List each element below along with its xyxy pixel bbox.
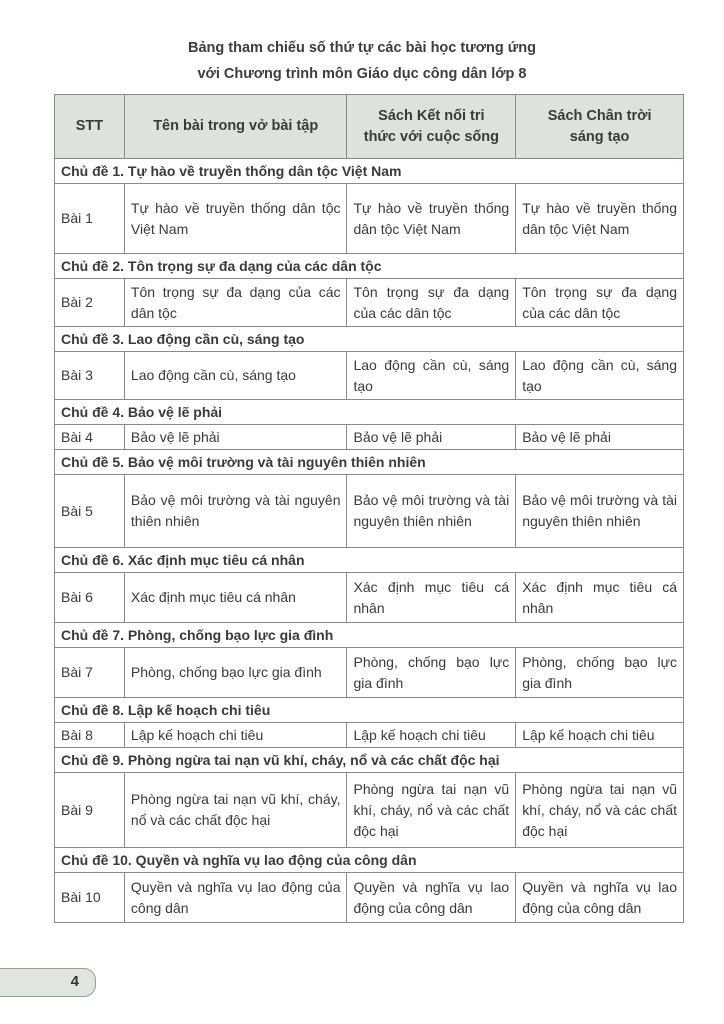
lesson-ctst: Xác định mục tiêu cá nhân [516,573,684,623]
lesson-kntt: Phòng, chống bạo lực gia đình [347,648,516,698]
lesson-ctst: Lao động cần cù, sáng tạo [516,352,684,400]
topic-title: Chủ đề 3. Lao động cần cù, sáng tạo [55,327,684,352]
lesson-row [55,773,684,848]
lesson-row [55,573,684,623]
lesson-number: Bài 5 [55,475,125,548]
lesson-kntt: Lao động cần cù, sáng tạo [347,352,516,400]
lesson-kntt: Phòng ngừa tai nạn vũ khí, cháy, nổ và các chất độc hại [347,773,516,848]
lesson-ctst: Phòng ngừa tai nạn vũ khí, cháy, nổ và các chất độc hại [516,773,684,848]
lesson-number: Bài 3 [55,352,125,400]
lesson-ctst: Phòng, chống bạo lực gia đình [516,648,684,698]
lesson-kntt: Bảo vệ môi trường và tài nguyên thiên nhiên [347,475,516,548]
lesson-number: Bài 7 [55,648,125,698]
lesson-row [55,723,684,748]
topic-row [55,327,684,352]
table-header-row [55,95,684,159]
lesson-row [55,648,684,698]
table-title-line-1: Bảng tham chiếu số thứ tự các bài học tương ứng [188,40,536,56]
lesson-name: Tôn trọng sự đa dạng của các dân tộc [124,279,347,327]
lesson-name: Bảo vệ môi trường và tài nguyên thiên nhiên [124,475,347,548]
topic-row [55,400,684,425]
lesson-ctst: Tự hào về truyền thống dân tộc Việt Nam [516,184,684,254]
lesson-name: Xác định mục tiêu cá nhân [124,573,347,623]
topic-title: Chủ đề 9. Phòng ngừa tai nạn vũ khí, cháy, nổ và các chất độc hại [55,748,684,773]
lesson-kntt: Bảo vệ lẽ phải [347,425,516,450]
lesson-name: Quyền và nghĩa vụ lao động của công dân [124,873,347,923]
lesson-kntt: Xác định mục tiêu cá nhân [347,573,516,623]
topic-title: Chủ đề 8. Lập kế hoạch chi tiêu [55,698,684,723]
lesson-row [55,475,684,548]
lesson-ctst: Tôn trọng sự đa dạng của các dân tộc [516,279,684,327]
header-lesson-name: Tên bài trong vở bài tập [124,95,347,159]
lesson-kntt: Tôn trọng sự đa dạng của các dân tộc [347,279,516,327]
lesson-number: Bài 1 [55,184,125,254]
table-title-line-2: với Chương trình môn Giáo dục công dân lớp 8 [197,66,527,82]
reference-table [54,94,684,923]
lesson-number: Bài 10 [55,873,125,923]
lesson-number: Bài 6 [55,573,125,623]
lesson-kntt: Quyền và nghĩa vụ lao động của công dân [347,873,516,923]
page-number-tab [0,968,96,997]
lesson-name: Tự hào về truyền thống dân tộc Việt Nam [124,184,347,254]
topic-row [55,623,684,648]
lesson-kntt: Lập kế hoạch chi tiêu [347,723,516,748]
lesson-row [55,184,684,254]
lesson-row [55,873,684,923]
lesson-number: Bài 2 [55,279,125,327]
lesson-ctst: Lập kế hoạch chi tiêu [516,723,684,748]
topic-title: Chủ đề 10. Quyền và nghĩa vụ lao động của công dân [55,848,684,873]
topic-title: Chủ đề 2. Tôn trọng sự đa dạng của các dân tộc [55,254,684,279]
lesson-kntt: Tự hào về truyền thống dân tộc Việt Nam [347,184,516,254]
header-stt: STT [55,95,125,159]
topic-title: Chủ đề 5. Bảo vệ môi trường và tài nguyên thiên nhiên [55,450,684,475]
topic-row [55,548,684,573]
topic-title: Chủ đề 4. Bảo vệ lẽ phải [55,400,684,425]
lesson-number: Bài 4 [55,425,125,450]
lesson-name: Lập kế hoạch chi tiêu [124,723,347,748]
topic-row [55,450,684,475]
lesson-ctst: Quyền và nghĩa vụ lao động của công dân [516,873,684,923]
topic-title: Chủ đề 7. Phòng, chống bạo lực gia đình [55,623,684,648]
lesson-name: Bảo vệ lẽ phải [124,425,347,450]
lesson-ctst: Bảo vệ lẽ phải [516,425,684,450]
topic-row [55,848,684,873]
lesson-name: Phòng, chống bạo lực gia đình [124,648,347,698]
lesson-number: Bài 9 [55,773,125,848]
topic-row [55,159,684,184]
topic-row [55,254,684,279]
topic-title: Chủ đề 6. Xác định mục tiêu cá nhân [55,548,684,573]
lesson-name: Lao động cần cù, sáng tạo [124,352,347,400]
header-kntt: Sách Kết nối tri thức với cuộc sống [347,95,516,159]
topic-row [55,698,684,723]
lesson-row [55,425,684,450]
topic-title: Chủ đề 1. Tự hào về truyền thống dân tộc Việt Nam [55,159,684,184]
page-number: 4 [70,973,79,990]
lesson-ctst: Bảo vệ môi trường và tài nguyên thiên nhiên [516,475,684,548]
topic-row [55,748,684,773]
lesson-name: Phòng ngừa tai nạn vũ khí, cháy, nổ và các chất độc hại [124,773,347,848]
lesson-row [55,352,684,400]
lesson-number: Bài 8 [55,723,125,748]
lesson-row [55,279,684,327]
header-ctst: Sách Chân trời sáng tạo [516,95,684,159]
